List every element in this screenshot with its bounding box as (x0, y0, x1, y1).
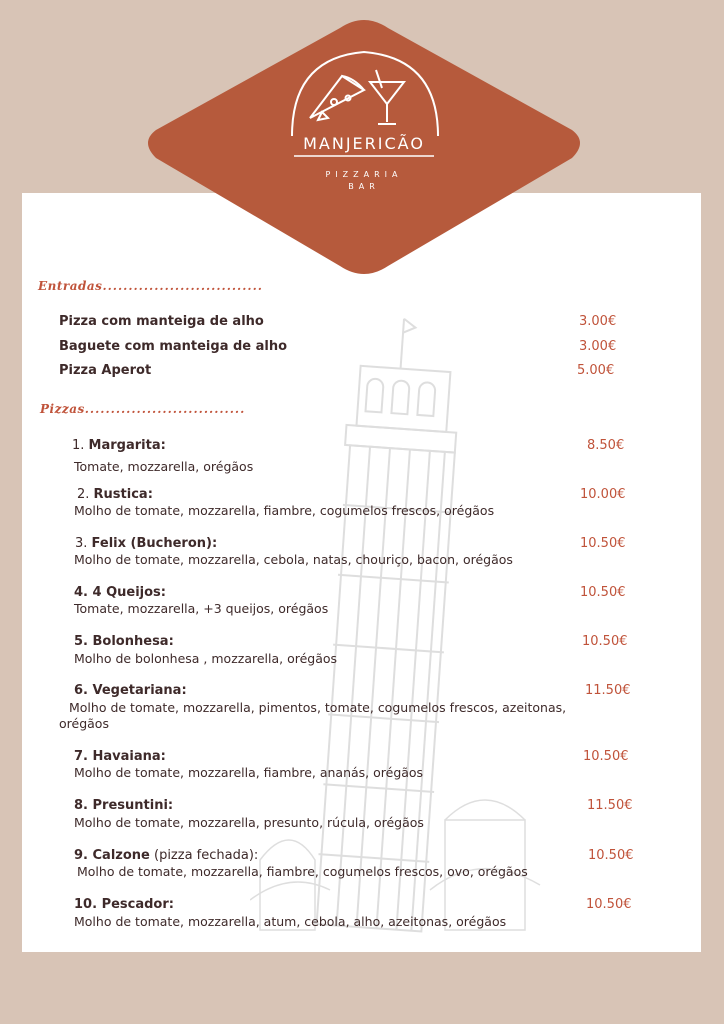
section-dots-entradas: ............................... (102, 279, 263, 293)
pizza-title (74, 848, 258, 863)
pizza-name: Felix (Bucheron): (91, 536, 218, 551)
section-title-entradas: Entradas (38, 279, 103, 293)
pizza-number: 9. (74, 848, 93, 863)
pizza-number: 3. (75, 536, 92, 551)
logo-subtitle-pizzaria: PIZZARIA (325, 170, 403, 179)
pizza-description: Tomate, mozzarella, +3 queijos, orégãos (74, 601, 329, 616)
pizza-description: Molho de tomate, mozzarella, presunto, rúcula, orégãos (74, 815, 424, 830)
pizza-number: 7. (74, 749, 93, 764)
pizza-price: 10.50€ (583, 749, 629, 764)
pizza-name: Vegetariana: (92, 683, 187, 698)
pizza-number: 4. (74, 585, 93, 600)
pizza-number: 8. (74, 798, 93, 813)
pizza-description-continued: orégãos (59, 716, 109, 731)
section-title-pizzas: Pizzas (40, 402, 85, 416)
pizza-number: 2. (77, 487, 94, 502)
section-heading-pizzas (40, 402, 245, 416)
entrada-price: 3.00€ (579, 314, 617, 329)
pizza-description: Molho de tomate, mozzarella, fiambre, cogumelos frescos, ovo, orégãos (77, 864, 528, 879)
pizza-price: 11.50€ (587, 798, 633, 813)
pizza-description: Molho de tomate, mozzarella, pimentos, tomate, cogumelos frescos, azeitonas, (69, 700, 567, 715)
pizza-description: Molho de bolonhesa , mozzarella, orégãos (74, 651, 338, 666)
pizza-price: 10.00€ (580, 487, 626, 502)
pizza-name: Havaiana: (92, 749, 166, 764)
pizza-name: Rustica: (93, 487, 153, 502)
pizza-title (74, 897, 174, 912)
pizza-price: 10.50€ (580, 585, 626, 600)
pizza-name: Pescador: (101, 897, 174, 912)
pizza-number: 5. (74, 634, 93, 649)
pizza-description: Molho de tomate, mozzarella, fiambre, ananás, orégãos (74, 765, 424, 780)
pizza-name: Calzone (92, 848, 150, 863)
pizza-title (74, 683, 187, 698)
logo-name: MANJERICÃO (303, 134, 425, 153)
pizza-name: Bolonhesa: (92, 634, 174, 649)
section-heading-entradas (38, 279, 263, 293)
pizza-number: 1. (72, 438, 89, 453)
pizza-title (75, 536, 217, 551)
pizza-name: 4 Queijos: (92, 585, 166, 600)
section-dots-pizzas: ............................... (84, 402, 246, 416)
logo-subtitle-bar: BAR (348, 182, 380, 191)
pizza-description: Molho de tomate, mozzarella, atum, cebola, alho, azeitonas, orégãos (74, 914, 507, 929)
entrada-name: Pizza com manteiga de alho (59, 314, 264, 329)
pizza-price: 11.50€ (585, 683, 631, 698)
entrada-price: 3.00€ (579, 339, 617, 354)
pizza-title (77, 487, 153, 502)
pizza-title (74, 634, 174, 649)
pizza-price: 10.50€ (582, 634, 628, 649)
pizza-price: 10.50€ (586, 897, 632, 912)
logo-badge (142, 18, 586, 276)
pizza-price: 10.50€ (588, 848, 634, 863)
pizza-name: Margarita: (88, 438, 166, 453)
entrada-name: Pizza Aperot (59, 363, 152, 378)
pizza-price: 8.50€ (587, 438, 625, 453)
pizza-description: Molho de tomate, mozzarella, fiambre, cogumelos frescos, orégãos (74, 503, 495, 518)
pizza-name: Presuntini: (92, 798, 174, 813)
pizza-number: 6. (74, 683, 93, 698)
pizza-number: 10. (74, 897, 102, 912)
leaning-tower-illustration (250, 300, 550, 950)
pizza-description: Tomate, mozzarella, orégãos (74, 459, 254, 474)
entrada-name: Baguete com manteiga de alho (59, 339, 288, 354)
pizza-price: 10.50€ (580, 536, 626, 551)
pizza-description: Molho de tomate, mozzarella, cebola, natas, chouriço, bacon, orégãos (74, 552, 513, 567)
pizza-title (74, 749, 166, 764)
entrada-price: 5.00€ (577, 363, 615, 378)
pizza-extra: (pizza fechada): (149, 848, 259, 863)
pizza-title (74, 585, 166, 600)
pizza-title (72, 438, 166, 453)
pizza-title (74, 798, 173, 813)
